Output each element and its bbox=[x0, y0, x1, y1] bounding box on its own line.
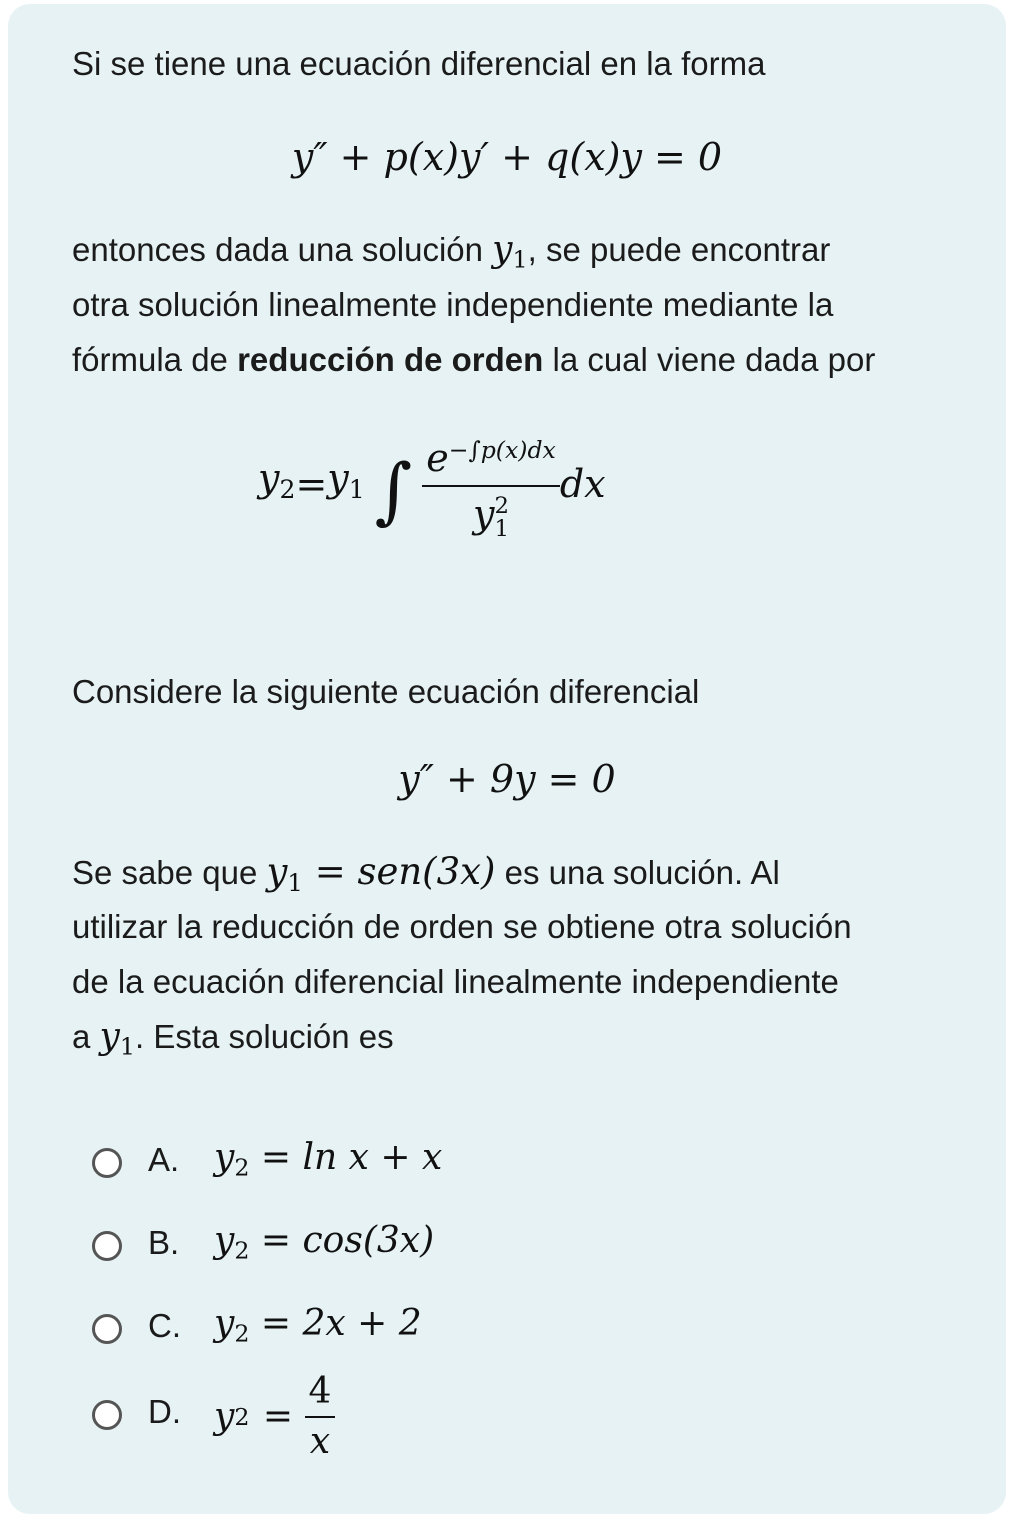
option-a-lhs: y bbox=[214, 1137, 235, 1178]
option-a-rhs: = ln x + x bbox=[249, 1137, 443, 1178]
general-ode-equation: y″ + p(x)y′ + q(x)y = 0 bbox=[291, 135, 723, 179]
intro-line-2-end: , se puede encontrar bbox=[527, 231, 831, 268]
formula-denominator bbox=[473, 487, 509, 540]
denominator-sub: 1 bbox=[494, 515, 510, 542]
problem-line-1: Considere la siguiente ecuación diferencial bbox=[72, 673, 700, 710]
option-c-sub: 2 bbox=[234, 1319, 250, 1348]
numerator-exponent: −∫p(x)dx bbox=[448, 436, 556, 465]
y1-reference bbox=[99, 1016, 135, 1061]
numerator-base: e bbox=[426, 436, 449, 481]
formula-y1-var: y bbox=[327, 455, 349, 500]
option-b-rhs: = cos(3x) bbox=[249, 1220, 435, 1261]
option-c-lhs: y bbox=[214, 1303, 235, 1344]
formula-y2 bbox=[258, 455, 295, 513]
option-b-lhs: y bbox=[214, 1220, 235, 1261]
reduction-of-order-term: reducción de orden bbox=[237, 341, 544, 378]
problem-line-2 bbox=[72, 852, 780, 903]
denominator-scripts bbox=[495, 495, 510, 541]
formula-y2-var: y bbox=[258, 455, 280, 500]
option-d-fraction bbox=[305, 1372, 336, 1462]
option-a-letter: A. bbox=[148, 1141, 180, 1178]
intro-line-4-start: fórmula de bbox=[72, 341, 238, 378]
problem-line-4: de la ecuación diferencial linealmente independiente bbox=[72, 963, 839, 1000]
given-solution-var: y bbox=[266, 850, 288, 893]
denominator-base: y bbox=[473, 492, 495, 537]
y1-sub: 1 bbox=[512, 245, 528, 274]
question-card bbox=[8, 4, 1006, 1514]
formula-numerator bbox=[422, 427, 560, 485]
option-d-lhs: y bbox=[214, 1396, 235, 1437]
option-d-numerator: 4 bbox=[308, 1371, 332, 1412]
formula-y1-sub: 1 bbox=[348, 475, 365, 504]
option-d-math bbox=[214, 1372, 335, 1462]
option-c-math bbox=[214, 1302, 422, 1356]
formula-dx: dx bbox=[559, 462, 606, 506]
y1-reference-sub: 1 bbox=[119, 1032, 135, 1061]
formula-y1 bbox=[327, 455, 364, 513]
intro-line-2 bbox=[72, 230, 830, 280]
option-a-sub: 2 bbox=[234, 1153, 250, 1182]
option-a-math bbox=[214, 1136, 442, 1190]
y1-symbol bbox=[492, 229, 528, 274]
option-d-sub: 2 bbox=[234, 1403, 250, 1431]
problem-line-3: utilizar la reducción de orden se obtiene otra solución bbox=[72, 908, 852, 945]
denominator-sup: 2 bbox=[494, 493, 510, 520]
problem-line-2-start: Se sabe que bbox=[72, 854, 267, 891]
given-solution bbox=[266, 850, 496, 897]
option-b-math bbox=[214, 1219, 434, 1273]
option-d-letter: D. bbox=[148, 1393, 181, 1430]
formula-y2-sub: 2 bbox=[279, 475, 296, 504]
option-c-rhs: = 2x + 2 bbox=[249, 1303, 422, 1344]
option-b-letter: B. bbox=[148, 1224, 180, 1261]
given-solution-sub: 1 bbox=[287, 867, 303, 897]
option-d-equals: = bbox=[251, 1396, 305, 1437]
option-a-radio[interactable] bbox=[92, 1148, 122, 1178]
option-d-denominator: x bbox=[309, 1421, 331, 1462]
option-d[interactable] bbox=[92, 1371, 792, 1490]
reduction-formula bbox=[258, 414, 606, 554]
problem-line-5-start: a bbox=[72, 1018, 100, 1055]
intro-line-3: otra solución linealmente independiente mediante la bbox=[72, 286, 834, 323]
y1-reference-var: y bbox=[99, 1016, 120, 1057]
option-b-sub: 2 bbox=[234, 1236, 250, 1265]
y1-var: y bbox=[492, 229, 513, 270]
option-b[interactable] bbox=[92, 1220, 792, 1291]
intro-line-1: Si se tiene una ecuación diferencial en la forma bbox=[72, 45, 766, 82]
formula-fraction bbox=[422, 427, 560, 540]
problem-line-2-end: es una solución. Al bbox=[495, 854, 780, 891]
intro-line-4 bbox=[72, 340, 875, 380]
given-solution-rhs: = sen(3x) bbox=[302, 850, 496, 893]
option-d-radio[interactable] bbox=[92, 1400, 122, 1430]
option-a[interactable] bbox=[92, 1137, 792, 1208]
formula-equals: = bbox=[295, 462, 328, 506]
option-b-radio[interactable] bbox=[92, 1231, 122, 1261]
problem-line-5 bbox=[72, 1017, 394, 1067]
intro-line-2-start: entonces dada una solución bbox=[72, 231, 493, 268]
option-c-letter: C. bbox=[148, 1307, 181, 1344]
specific-ode-equation: y″ + 9y = 0 bbox=[398, 757, 616, 801]
option-c-radio[interactable] bbox=[92, 1314, 122, 1344]
problem-line-5-end: . Esta solución es bbox=[135, 1018, 394, 1055]
integral-sign: ∫ bbox=[374, 448, 413, 532]
intro-line-4-end: la cual viene dada por bbox=[543, 341, 876, 378]
option-c[interactable] bbox=[92, 1303, 792, 1374]
